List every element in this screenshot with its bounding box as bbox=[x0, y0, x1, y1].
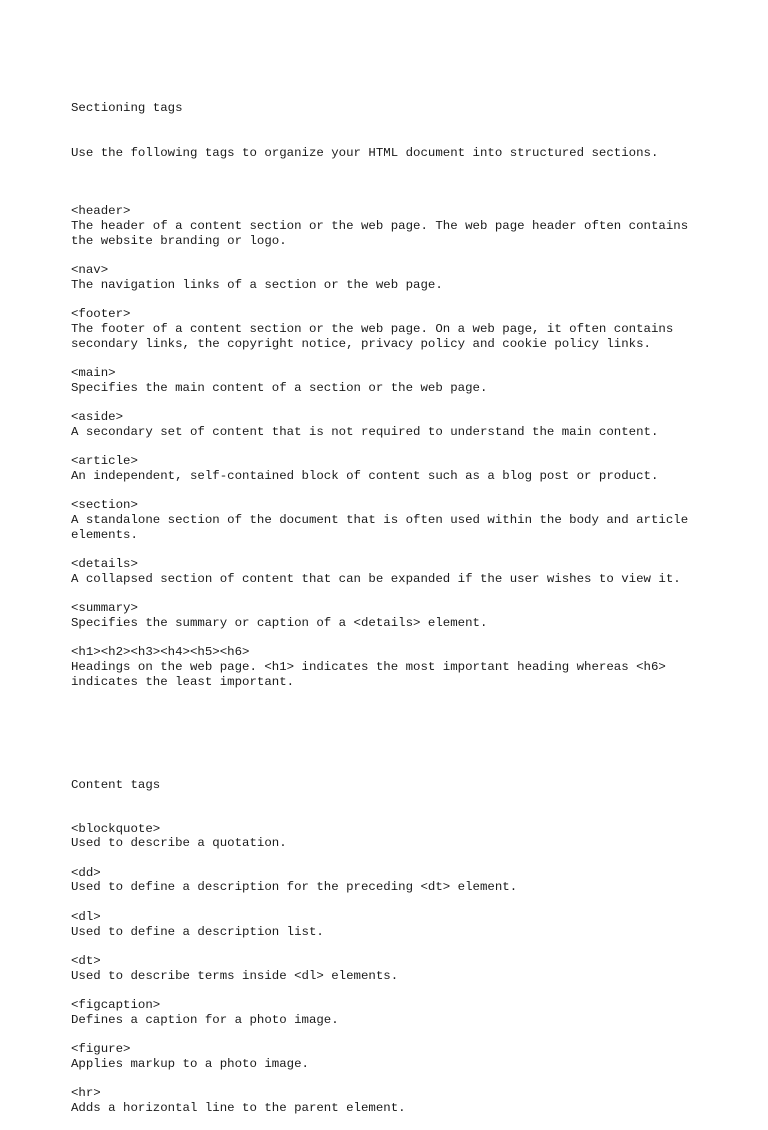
spacer bbox=[71, 293, 731, 308]
tag-name: <figure> bbox=[71, 1042, 131, 1057]
tag-description: An independent, self-contained block of content such as a blog post or product. bbox=[71, 468, 659, 483]
spacer bbox=[71, 586, 731, 601]
sectioning-tag-list bbox=[71, 190, 731, 690]
tag-name: <dd> bbox=[71, 865, 101, 880]
tag-name: <dl> bbox=[71, 909, 101, 924]
tag-name: <details> bbox=[71, 557, 138, 572]
tag-description: Applies markup to a photo image. bbox=[71, 1056, 309, 1071]
tag-description: indicates the least important. bbox=[71, 674, 295, 689]
tag-description: The header of a content section or the web page. The web page header often contains bbox=[71, 219, 689, 234]
tag-name: <figcaption> bbox=[71, 998, 161, 1013]
tag-name: <section> bbox=[71, 498, 138, 513]
tag-name: <hr> bbox=[71, 1086, 101, 1101]
tag-name: <blockquote> bbox=[71, 821, 161, 836]
spacer bbox=[71, 440, 731, 455]
tag-name: <header> bbox=[71, 204, 131, 219]
tag-description: the website branding or logo. bbox=[71, 233, 287, 248]
tag-description: Used to define a description for the preceding <dt> element. bbox=[71, 880, 518, 895]
tag-description: The navigation links of a section or the web page. bbox=[71, 277, 443, 292]
tag-description: The footer of a content section or the web page. On a web page, it often contains bbox=[71, 321, 674, 336]
spacer bbox=[71, 351, 731, 366]
tag-description: Adds a horizontal line to the parent element. bbox=[71, 1100, 406, 1115]
tag-name: <dt> bbox=[71, 953, 101, 968]
spacer bbox=[71, 248, 731, 263]
tag-description: A collapsed section of content that can be expanded if the user wishes to view it. bbox=[71, 571, 681, 586]
spacer bbox=[71, 895, 731, 910]
spacer bbox=[71, 1027, 731, 1042]
spacer bbox=[71, 733, 731, 748]
spacer bbox=[71, 939, 731, 954]
spacer bbox=[71, 542, 731, 557]
content-tag-list bbox=[71, 822, 731, 1116]
tag-name: <summary> bbox=[71, 601, 138, 616]
tag-description: Specifies the main content of a section or the web page. bbox=[71, 380, 488, 395]
section-heading-sectioning: Sectioning tags bbox=[71, 101, 183, 116]
section-intro: Use the following tags to organize your HTML document into structured sections. bbox=[71, 145, 659, 160]
spacer bbox=[71, 631, 731, 646]
spacer bbox=[71, 983, 731, 998]
tag-description: Headings on the web page. <h1> indicates the most important heading whereas <h6> bbox=[71, 659, 666, 674]
spacer bbox=[71, 395, 731, 410]
tag-description: A standalone section of the document that is often used within the body and article bbox=[71, 512, 689, 527]
tag-name: <nav> bbox=[71, 263, 109, 278]
spacer bbox=[71, 484, 731, 499]
spacer bbox=[71, 851, 731, 866]
tag-description: secondary links, the copyright notice, privacy policy and cookie policy links. bbox=[71, 336, 651, 351]
spacer bbox=[71, 1072, 731, 1087]
tag-description: elements. bbox=[71, 527, 138, 542]
tag-description: Used to describe a quotation. bbox=[71, 836, 287, 851]
section-heading-content: Content tags bbox=[71, 777, 161, 792]
tag-name: <footer> bbox=[71, 307, 131, 322]
tag-description: Specifies the summary or caption of a <details> element. bbox=[71, 615, 488, 630]
tag-name: <article> bbox=[71, 454, 138, 469]
tag-description: Used to define a description list. bbox=[71, 924, 324, 939]
tag-description: Used to describe terms inside <dl> elements. bbox=[71, 968, 399, 983]
tag-name: <h1><h2><h3><h4><h5><h6> bbox=[71, 645, 250, 660]
tag-name: <main> bbox=[71, 366, 116, 380]
document-page bbox=[71, 72, 731, 1130]
tag-description: A secondary set of content that is not required to understand the main content. bbox=[71, 424, 659, 439]
spacer bbox=[71, 190, 731, 205]
tag-description: Defines a caption for a photo image. bbox=[71, 1012, 339, 1027]
tag-name: <aside> bbox=[71, 410, 124, 425]
